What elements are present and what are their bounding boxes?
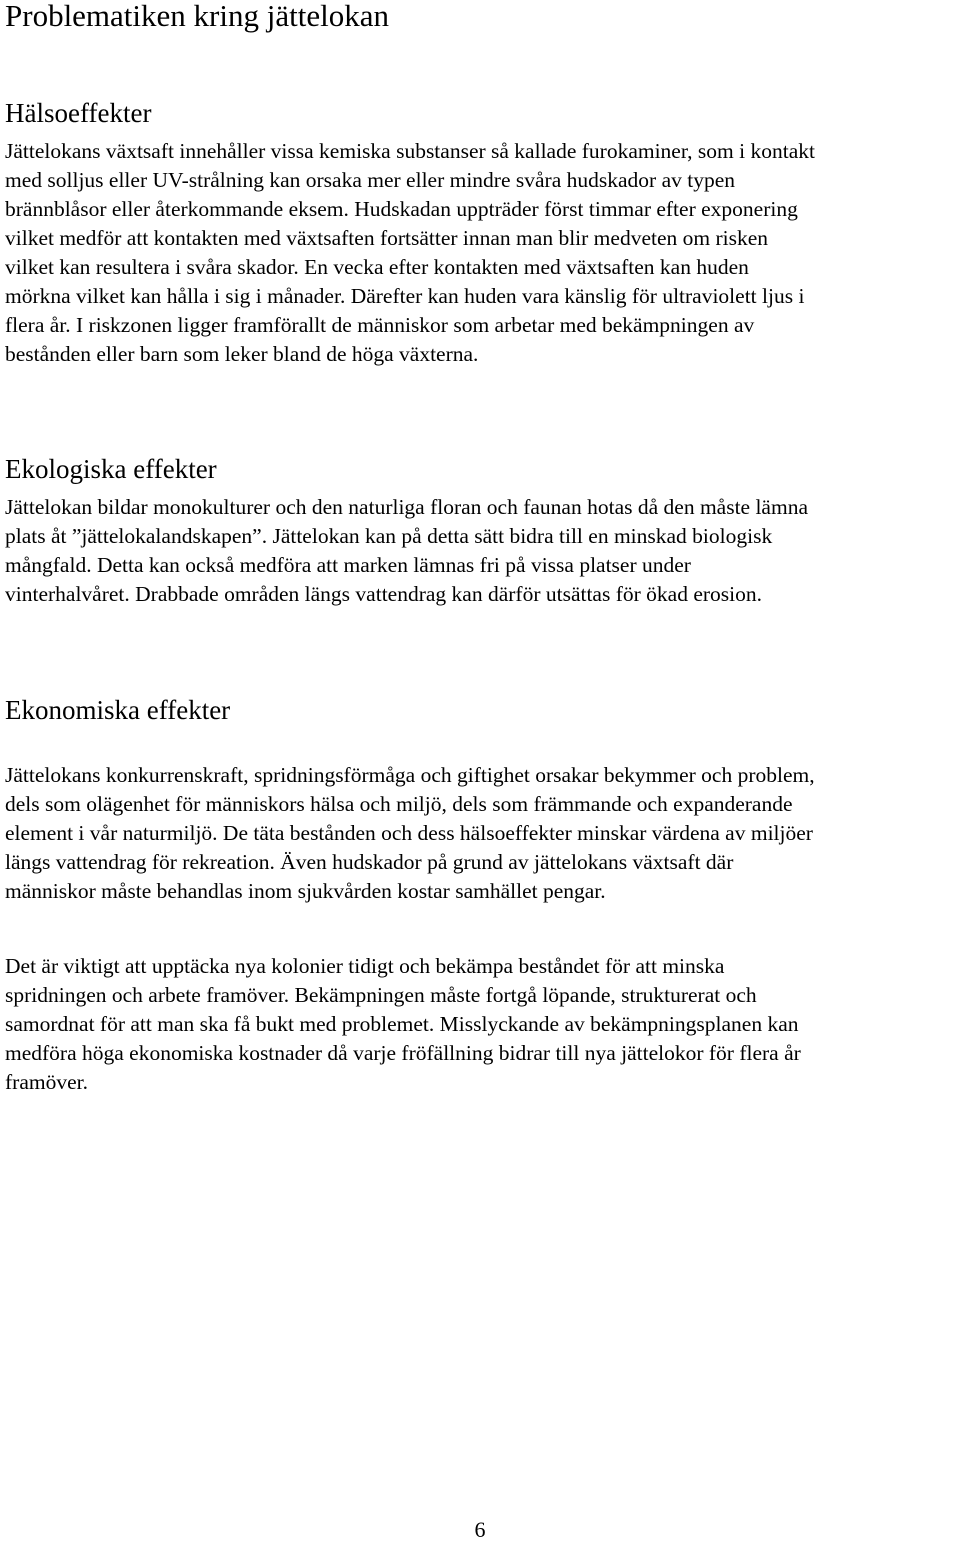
paragraph-ekonomiska-effekter-1 (5, 761, 957, 906)
section-heading-ekonomiska-effekter: Ekonomiska effekter (5, 695, 231, 725)
text-line: spridningen och arbete framöver. Bekämpningen måste fortgå löpande, strukturerat och (5, 983, 757, 1007)
text-line: längs vattendrag för rekreation. Även hudskador på grund av jättelokans växtsaft där (5, 850, 734, 874)
text-line: Jättelokan bildar monokulturer och den naturliga floran och faunan hotas då den måste lämna (5, 495, 808, 519)
paragraph-ekonomiska-effekter-2 (5, 952, 957, 1097)
text-line: dels som olägenhet för människors hälsa och miljö, dels som främmande och expanderande (5, 792, 793, 816)
text-line: framöver. (5, 1070, 88, 1094)
text-line: människor måste behandlas inom sjukvården kostar samhället pengar. (5, 879, 606, 903)
text-line: samordnat för att man ska få bukt med problemet. Misslyckande av bekämpningsplanen kan (5, 1012, 799, 1036)
paragraph-halsoeffekter (5, 137, 957, 369)
text-line: mångfald. Detta kan också medföra att marken lämnas fri på vissa platser under (5, 553, 691, 577)
text-line: bestånden eller barn som leker bland de höga växterna. (5, 342, 479, 366)
text-line: medföra höga ekonomiska kostnader då varje fröfällning bidrar till nya jättelokor för flera år (5, 1041, 801, 1065)
text-line: brännblåsor eller återkommande eksem. Hudskadan uppträder först timmar efter exponering (5, 197, 798, 221)
section-heading-halsoeffekter: Hälsoeffekter (5, 98, 152, 128)
paragraph-ekologiska-effekter (5, 493, 957, 609)
text-line: plats åt ”jättelokalandskapen”. Jättelokan kan på detta sätt bidra till en minskad biologisk (5, 524, 773, 548)
text-line: flera år. I riskzonen ligger framförallt de människor som arbetar med bekämpningen av (5, 313, 755, 337)
section-heading-ekologiska-effekter: Ekologiska effekter (5, 454, 217, 484)
text-line: vilket kan resultera i svåra skador. En vecka efter kontakten med växtsaften kan huden (5, 255, 749, 279)
text-line: mörkna vilket kan hålla i sig i månader. Därefter kan huden vara känslig för ultraviolett ljus i (5, 284, 805, 308)
text-line: med solljus eller UV-strålning kan orsaka mer eller mindre svåra hudskador av typen (5, 168, 736, 192)
text-line: Jättelokans växtsaft innehåller vissa kemiska substanser så kallade furokaminer, som i kontakt (5, 139, 815, 163)
text-line: Det är viktigt att upptäcka nya kolonier tidigt och bekämpa beståndet för att minska (5, 954, 725, 978)
text-line: element i vår naturmiljö. De täta bestånden och dess hälsoeffekter minskar värdena av miljöer (5, 821, 813, 845)
page-title: Problematiken kring jättelokan (5, 0, 389, 33)
page-number: 6 (474, 1517, 486, 1542)
text-line: Jättelokans konkurrenskraft, spridningsförmåga och giftighet orsakar bekymmer och problem, (5, 763, 815, 787)
text-line: vinterhalvåret. Drabbade områden längs vattendrag kan därför utsättas för ökad erosion. (5, 582, 762, 606)
text-line: vilket medför att kontakten med växtsaften fortsätter innan man blir medveten om risken (5, 226, 769, 250)
